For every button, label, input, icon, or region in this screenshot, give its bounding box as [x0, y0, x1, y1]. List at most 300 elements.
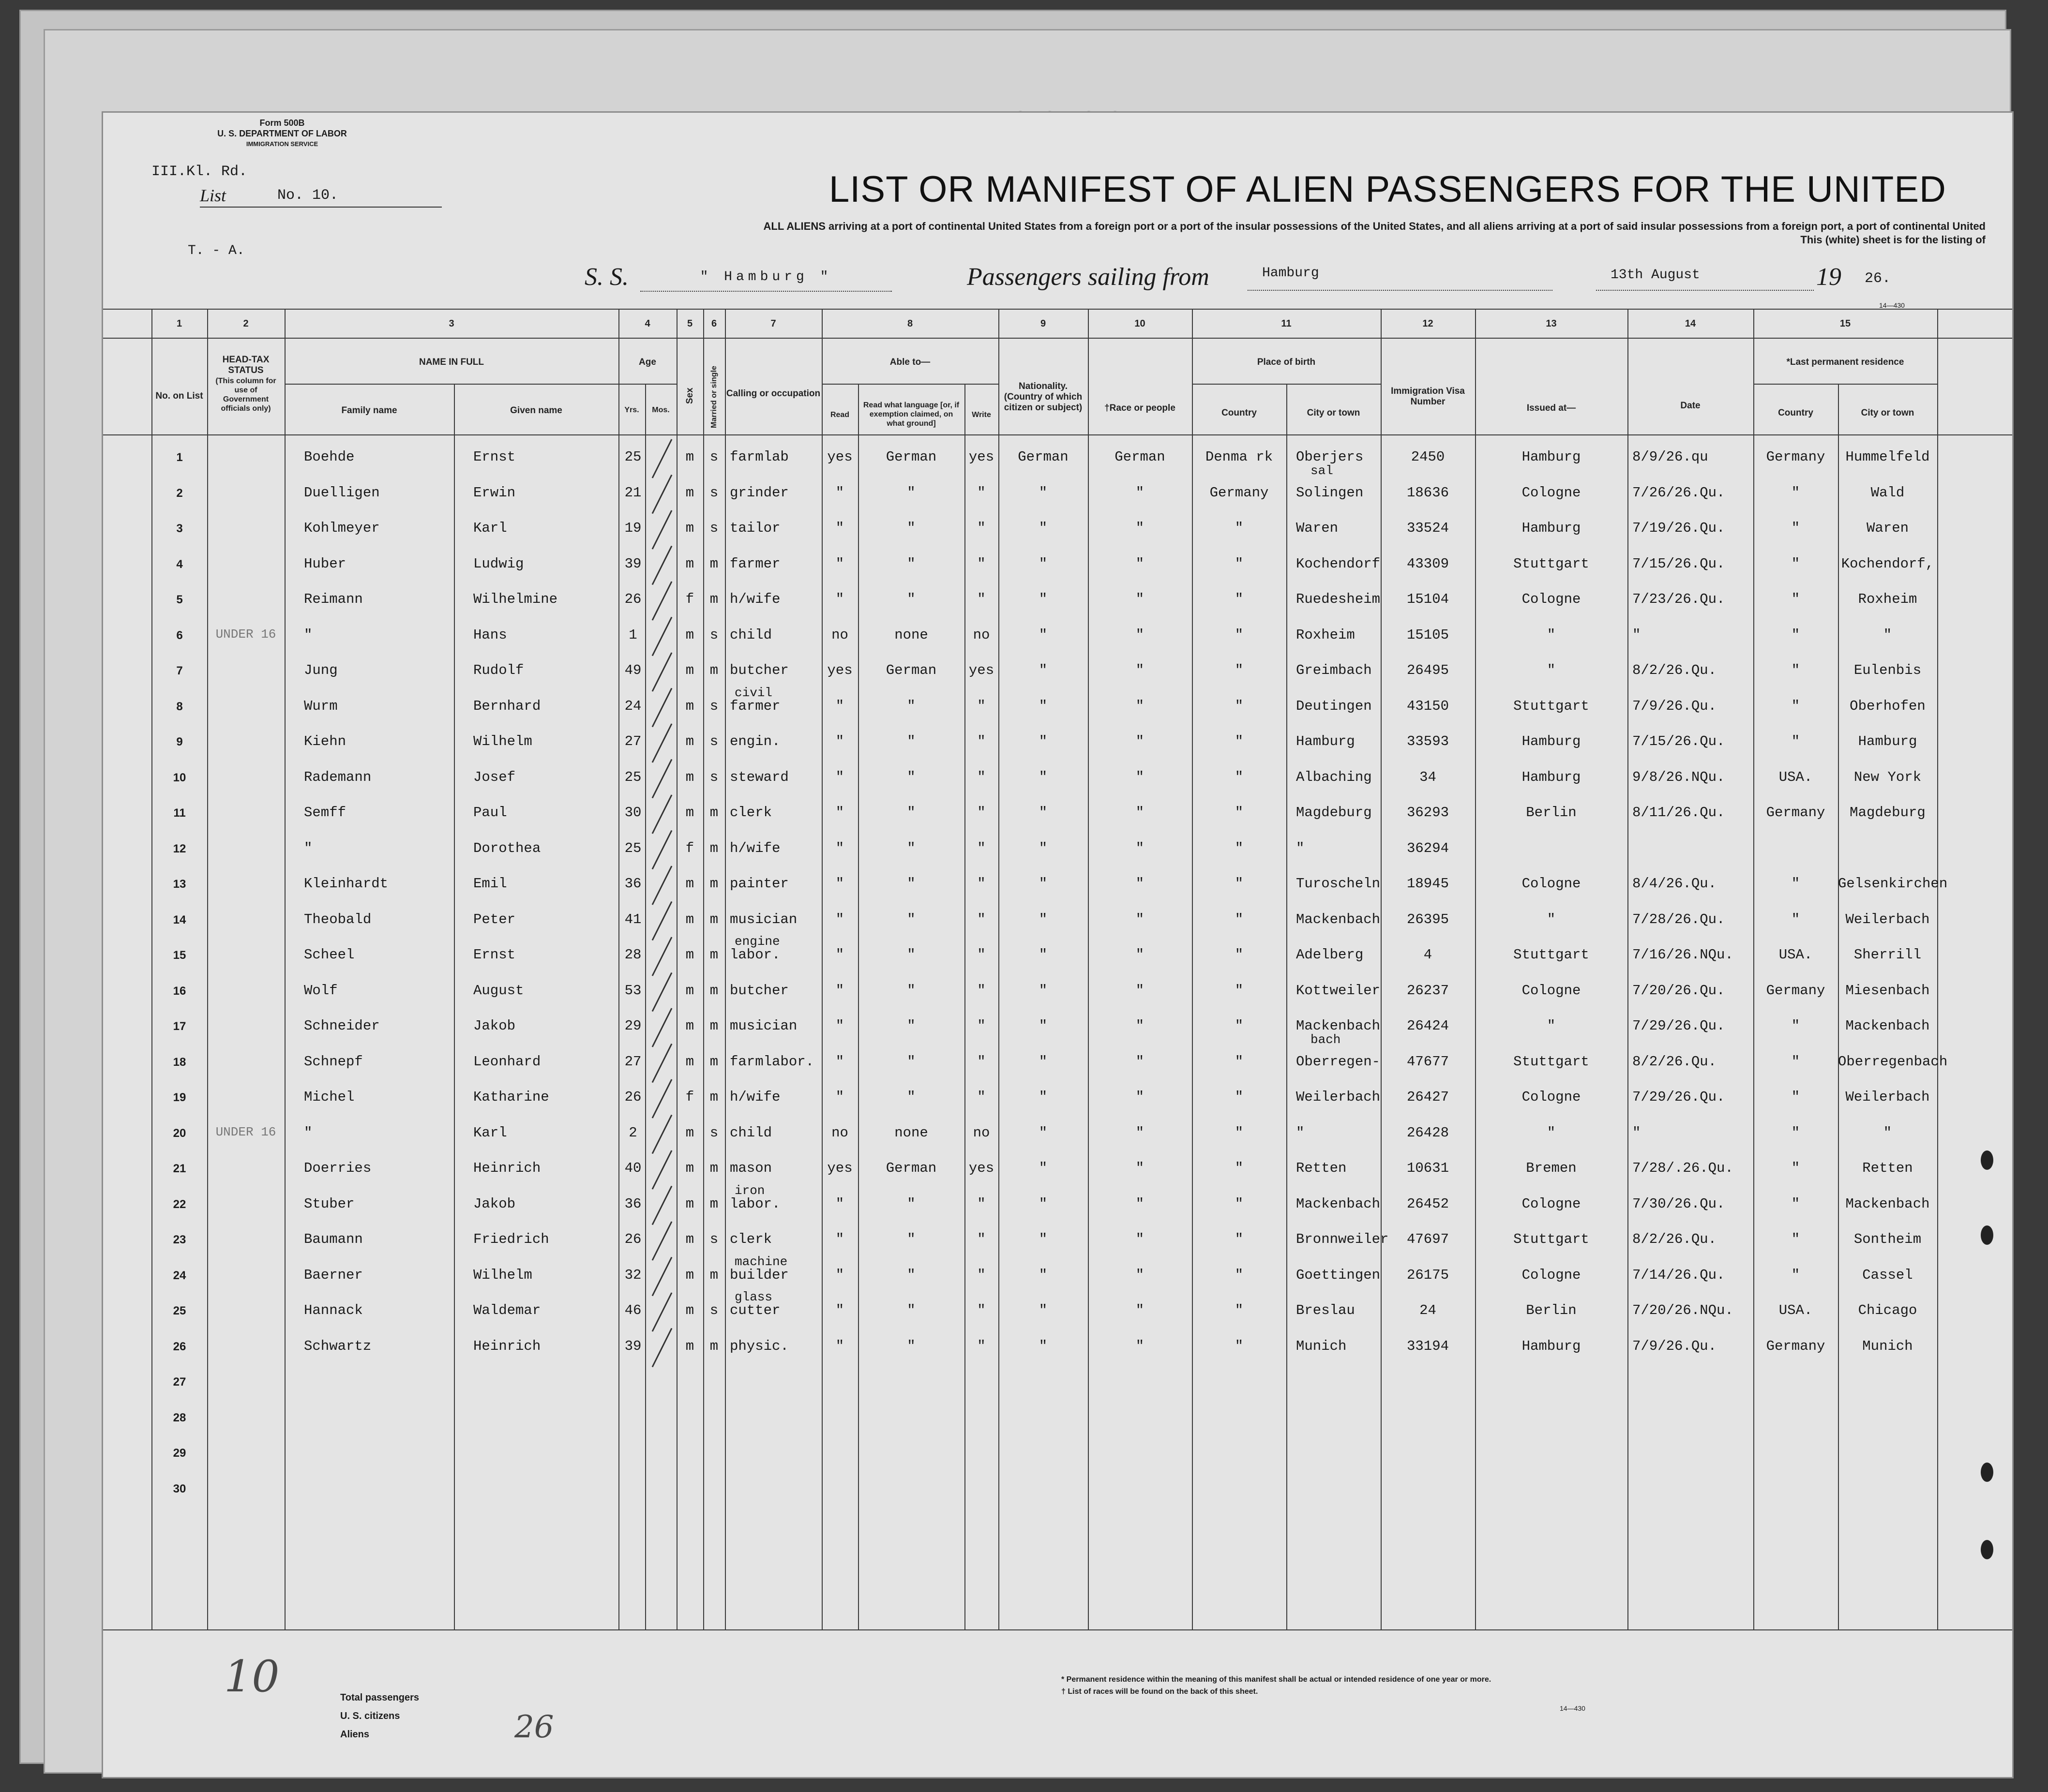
column-number: 2 [243, 318, 249, 329]
family-name: Schwartz [304, 1338, 372, 1354]
race: " [1135, 1160, 1144, 1176]
occupation: h/wife [730, 591, 781, 607]
issue-date: 8/9/26.qu [1632, 449, 1708, 465]
binder-hole [1981, 1225, 1993, 1245]
age-years: 25 [624, 769, 642, 785]
residence-city: Oberhofen [1850, 698, 1926, 714]
visa-number: 24 [1419, 1302, 1436, 1318]
can-write: " [977, 947, 986, 963]
birth-country: " [1235, 1302, 1244, 1318]
can-write: " [977, 840, 986, 856]
given-name: Friedrich [473, 1231, 549, 1247]
row-number: 17 [173, 1020, 186, 1033]
birth-city: Turoscheln [1296, 876, 1381, 892]
occupation: farmlab [730, 449, 789, 465]
nationality: " [1039, 1195, 1048, 1212]
age-years: 26 [624, 1231, 642, 1247]
family-name: Semff [304, 805, 346, 821]
ss-label: S. S. [585, 263, 629, 291]
race: " [1135, 733, 1144, 749]
issued-at: Stuttgart [1513, 555, 1589, 572]
sex: m [685, 911, 694, 927]
sex: m [685, 805, 694, 821]
marital-status: s [709, 769, 719, 785]
birth-country: " [1235, 1338, 1244, 1354]
occupation-prefix: engine [735, 934, 780, 949]
read-language: " [907, 1195, 916, 1212]
residence-city: Munich [1862, 1338, 1913, 1354]
birth-country: " [1235, 1089, 1244, 1105]
sex: f [685, 1089, 694, 1105]
given-name: Ernst [473, 449, 516, 465]
can-write: " [977, 591, 986, 607]
header-able-to: Able to— [889, 357, 931, 367]
given-name: Emil [473, 876, 507, 892]
check-mark [652, 1150, 672, 1189]
check-mark [652, 510, 672, 549]
sex: f [685, 840, 694, 856]
sex: m [685, 627, 694, 643]
occupation-prefix: glass [735, 1290, 773, 1304]
nationality: " [1039, 911, 1048, 927]
given-name: Wilhelm [473, 733, 532, 749]
birth-country: " [1235, 947, 1244, 963]
check-mark [652, 582, 672, 620]
issue-date: 9/8/26.NQu. [1632, 769, 1725, 785]
age-years: 28 [624, 947, 642, 963]
manifest-sheet [102, 111, 2014, 1778]
check-mark [652, 937, 672, 976]
birth-country: " [1235, 1231, 1244, 1247]
row-number: 21 [173, 1162, 186, 1175]
visa-number: 33593 [1406, 733, 1449, 749]
birth-city: Waren [1296, 520, 1339, 536]
residence-country: " [1791, 1053, 1800, 1070]
residence-city: Wald [1870, 484, 1905, 501]
birth-country: " [1235, 769, 1244, 785]
family-name: Scheel [304, 947, 355, 963]
race: " [1135, 805, 1144, 821]
sex: m [685, 1124, 694, 1141]
birth-country: " [1235, 698, 1244, 714]
check-mark [652, 1079, 672, 1118]
can-write: " [977, 1338, 986, 1354]
read-language: " [907, 698, 916, 714]
race: " [1135, 1231, 1144, 1247]
residence-country: " [1791, 911, 1800, 927]
sex: m [685, 1053, 694, 1070]
check-mark [652, 439, 672, 478]
occupation: tailor [730, 520, 781, 536]
issue-date: 7/19/26.Qu. [1632, 520, 1725, 536]
family-name: Kohlmeyer [304, 520, 380, 536]
check-mark [652, 1044, 672, 1083]
header-headtax: HEAD-TAX STATUS [222, 355, 270, 375]
header-name-in-full: NAME IN FULL [419, 357, 484, 367]
row-number: 9 [176, 735, 183, 748]
check-mark [652, 1186, 672, 1225]
residence-country: " [1791, 1160, 1800, 1176]
issued-at: " [1547, 911, 1556, 927]
service: IMMIGRATION SERVICE [246, 140, 318, 148]
row-number: 5 [176, 593, 183, 606]
sex: m [685, 1195, 694, 1212]
read-language: " [907, 591, 916, 607]
check-mark [652, 1008, 672, 1047]
occupation: labor. [730, 1195, 781, 1212]
issued-at: Stuttgart [1513, 947, 1589, 963]
occupation: butcher [730, 982, 789, 999]
header-headtax-note: (This column for use of Government officials only) [215, 377, 276, 413]
row-number: 30 [173, 1482, 186, 1495]
list-number-line [200, 185, 442, 208]
race: " [1135, 911, 1144, 927]
given-name: Wilhelm [473, 1267, 532, 1283]
sex: m [685, 662, 694, 678]
issued-at: Stuttgart [1513, 1231, 1589, 1247]
page-title: LIST OR MANIFEST OF ALIEN PASSENGERS FOR THE UNITED [829, 169, 1946, 210]
age-years: 53 [624, 982, 642, 999]
nationality: " [1039, 662, 1048, 678]
can-write: no [973, 1124, 990, 1141]
age-years: 2 [629, 1124, 637, 1141]
residence-city: " [1883, 1124, 1892, 1141]
family-name: " [304, 840, 313, 856]
nationality: " [1039, 805, 1048, 821]
family-name: Doerries [304, 1160, 372, 1176]
occupation: butcher [730, 662, 789, 678]
row-number: 2 [176, 486, 183, 500]
birth-country: " [1235, 1053, 1244, 1070]
list-value: No. 10. [277, 187, 339, 204]
residence-city: Waren [1866, 520, 1909, 536]
can-read: " [835, 947, 844, 963]
residence-country: " [1791, 555, 1800, 572]
issued-at: Cologne [1521, 484, 1581, 501]
can-write: " [977, 555, 986, 572]
birth-country: Germany [1209, 484, 1269, 501]
given-name: August [473, 982, 524, 999]
family-name: Reimann [304, 591, 363, 607]
ship-row [103, 263, 2012, 297]
row-number: 11 [173, 806, 186, 820]
visa-number: 4 [1423, 947, 1432, 963]
header-date: Date [1680, 401, 1701, 411]
age-years: 26 [624, 1089, 642, 1105]
column-number: 12 [1422, 318, 1433, 329]
read-language: " [907, 1018, 916, 1034]
issue-date: " [1632, 1124, 1641, 1141]
departure-date: 13th August [1596, 268, 1814, 291]
residence-city: Mackenbach [1845, 1018, 1930, 1034]
sex: m [685, 769, 694, 785]
occupation: physic. [730, 1338, 789, 1354]
birth-city: " [1296, 1124, 1305, 1141]
birth-city: " [1296, 840, 1305, 856]
row-number: 8 [176, 700, 183, 713]
visa-number: 47697 [1406, 1231, 1449, 1247]
family-name: Jung [304, 662, 338, 678]
read-language: " [907, 555, 916, 572]
check-mark [652, 973, 672, 1012]
issue-date: 8/2/26.Qu. [1632, 1231, 1717, 1247]
given-name: Heinrich [473, 1160, 541, 1176]
marital-status: m [709, 555, 719, 572]
visa-number: 26495 [1406, 662, 1449, 678]
birth-city-suffix: sal [1310, 463, 1333, 478]
family-name: Wolf [304, 982, 338, 999]
race: " [1135, 1089, 1144, 1105]
family-name: " [304, 1124, 313, 1141]
footnote-races: † List of races will be found on the back of this sheet. [1061, 1687, 1258, 1696]
issued-at: Cologne [1521, 982, 1581, 999]
given-name: Wilhelmine [473, 591, 558, 607]
given-name: Dorothea [473, 840, 541, 856]
birth-city: Ruedesheim [1296, 591, 1381, 607]
sex: m [685, 876, 694, 892]
can-read: " [835, 1267, 844, 1283]
can-read: yes [827, 662, 853, 678]
age-years: 1 [629, 627, 637, 643]
family-name: Baerner [304, 1267, 363, 1283]
can-read: " [835, 520, 844, 536]
column-number: 5 [687, 318, 693, 329]
nationality: " [1039, 698, 1048, 714]
birth-city: Mackenbach [1296, 911, 1381, 927]
can-write: " [977, 698, 986, 714]
can-write: yes [968, 449, 994, 465]
header-married: Married or single [710, 366, 718, 428]
family-name: Schnepf [304, 1053, 363, 1070]
issue-date: 8/4/26.Qu. [1632, 876, 1717, 892]
read-language: " [907, 840, 916, 856]
header-read-language: Read what language [or, if exemption claimed, on what ground] [863, 401, 960, 428]
birth-city: Breslau [1296, 1302, 1355, 1318]
nationality: " [1039, 1089, 1048, 1105]
residence-country: " [1791, 1089, 1800, 1105]
marital-status: m [709, 840, 719, 856]
age-years: 29 [624, 1018, 642, 1034]
residence-country: " [1791, 1231, 1800, 1247]
age-years: 19 [624, 520, 642, 536]
race: " [1135, 1053, 1144, 1070]
birth-country: " [1235, 982, 1244, 999]
sex: f [685, 591, 694, 607]
residence-country: " [1791, 627, 1800, 643]
sex: m [685, 947, 694, 963]
row-number: 29 [173, 1447, 186, 1460]
marital-status: m [709, 1195, 719, 1212]
birth-city: Kochendorf [1296, 555, 1381, 572]
form-number: Form 500B [259, 118, 305, 128]
sex: m [685, 520, 694, 536]
residence-country: " [1791, 662, 1800, 678]
can-write: " [977, 911, 986, 927]
issued-at: Hamburg [1521, 769, 1581, 785]
nationality: " [1039, 1267, 1048, 1283]
birth-city: Magdeburg [1296, 805, 1372, 821]
occupation: farmer [730, 555, 781, 572]
row-number: 3 [176, 522, 183, 535]
family-name: Boehde [304, 449, 355, 465]
can-write: " [977, 876, 986, 892]
sex: m [685, 982, 694, 999]
issue-date: 8/11/26.Qu. [1632, 805, 1725, 821]
given-name: Heinrich [473, 1338, 541, 1354]
read-language: " [907, 1231, 916, 1247]
manifest-table [103, 309, 2012, 1629]
can-write: no [973, 627, 990, 643]
column-number: 15 [1839, 318, 1851, 329]
nationality: " [1039, 1160, 1048, 1176]
row-number: 4 [176, 557, 183, 571]
row-number: 25 [173, 1304, 186, 1317]
can-read: " [835, 1231, 844, 1247]
race: " [1135, 698, 1144, 714]
subline: ALL ALIENS arriving at a port of continental United States from a foreign port or a port of the insular possessions of the United States, and all aliens arriving at a port of said insular possessions from a foreign port, a port of continental United [763, 220, 1986, 232]
residence-country: Germany [1766, 449, 1825, 465]
marital-status: m [709, 1338, 719, 1354]
race: " [1135, 1302, 1144, 1318]
occupation: cutter [730, 1302, 781, 1318]
occupation: clerk [730, 805, 772, 821]
nationality: " [1039, 484, 1048, 501]
read-language: " [907, 733, 916, 749]
age-years: 41 [624, 911, 642, 927]
race: " [1135, 591, 1144, 607]
header-given-name: Given name [510, 405, 562, 416]
birth-city: Greimbach [1296, 662, 1372, 678]
birth-country: " [1235, 876, 1244, 892]
can-read: " [835, 982, 844, 999]
visa-number: 10631 [1406, 1160, 1449, 1176]
family-name: Rademann [304, 769, 372, 785]
race: " [1135, 876, 1144, 892]
family-name: Hannack [304, 1302, 363, 1318]
birth-city: Roxheim [1296, 627, 1355, 643]
birth-city-suffix: bach [1310, 1032, 1341, 1047]
marital-status: m [709, 1018, 719, 1034]
age-years: 27 [624, 1053, 642, 1070]
row-number: 18 [173, 1055, 186, 1069]
footnote-residence: * Permanent residence within the meaning of this manifest shall be actual or intended residence of one year or more. [1061, 1675, 1491, 1684]
issue-date: 8/2/26.Qu. [1632, 1053, 1717, 1070]
issue-date: 7/30/26.Qu. [1632, 1195, 1725, 1212]
row-number: 26 [173, 1340, 186, 1353]
header-family-name: Family name [341, 405, 397, 416]
check-mark [652, 475, 672, 514]
residence-country: Germany [1766, 1338, 1825, 1354]
residence-country: " [1791, 1018, 1800, 1034]
visa-number: 33194 [1406, 1338, 1449, 1354]
marital-status: m [709, 1089, 719, 1105]
column-number: 10 [1134, 318, 1145, 329]
family-name: Schneider [304, 1018, 380, 1034]
header-read: Read [830, 411, 850, 419]
birth-country: " [1235, 1267, 1244, 1283]
visa-number: 18636 [1406, 484, 1449, 501]
issue-date: 7/9/26.Qu. [1632, 698, 1717, 714]
form-block [190, 118, 374, 149]
visa-number: 43150 [1406, 698, 1449, 714]
can-read: no [831, 1124, 848, 1141]
issued-at: Cologne [1521, 591, 1581, 607]
sex: m [685, 698, 694, 714]
us-citizens-label: U. S. citizens [340, 1711, 400, 1721]
sex: m [685, 1302, 694, 1318]
issued-at: " [1547, 1124, 1556, 1141]
header-age: Age [639, 357, 656, 367]
row-number: 10 [173, 771, 186, 784]
given-name: Karl [473, 1124, 507, 1141]
check-mark [652, 866, 672, 905]
given-name: Peter [473, 911, 516, 927]
issue-date: " [1632, 627, 1641, 643]
check-mark [652, 902, 672, 941]
can-read: " [835, 698, 844, 714]
nationality: " [1039, 840, 1048, 856]
header-nationality: Nationality. (Country of which citizen or subject) [1004, 381, 1083, 413]
read-language: German [886, 662, 937, 678]
column-number: 13 [1546, 318, 1557, 329]
age-years: 40 [624, 1160, 642, 1176]
column-number: 1 [176, 318, 182, 329]
age-years: 30 [624, 805, 642, 821]
visa-number: 18945 [1406, 876, 1449, 892]
residence-country: " [1791, 591, 1800, 607]
occupation: musician [730, 1018, 798, 1034]
visa-number: 15105 [1406, 627, 1449, 643]
family-name: Kiehn [304, 733, 346, 749]
issue-date: 7/20/26.NQu. [1632, 1302, 1733, 1318]
marital-status: m [709, 1267, 719, 1283]
given-name: Josef [473, 769, 516, 785]
issue-date: 7/15/26.Qu. [1632, 555, 1725, 572]
marital-status: s [709, 1124, 719, 1141]
header-race: †Race or people [1104, 403, 1175, 413]
read-language: " [907, 876, 916, 892]
birth-city: Oberregen- [1296, 1053, 1381, 1070]
sex: m [685, 1018, 694, 1034]
occupation: mason [730, 1160, 772, 1176]
birth-country: " [1235, 1018, 1244, 1034]
row-number: 24 [173, 1269, 186, 1282]
race: " [1135, 1267, 1144, 1283]
given-name: Paul [473, 805, 507, 821]
can-write: " [977, 805, 986, 821]
occupation: musician [730, 911, 798, 927]
race: " [1135, 1195, 1144, 1212]
age-years: 49 [624, 662, 642, 678]
marital-status: s [709, 484, 719, 501]
given-name: Jakob [473, 1018, 516, 1034]
residence-country: USA. [1778, 769, 1813, 785]
birth-country: " [1235, 520, 1244, 536]
headtax-status: UNDER 16 [215, 1124, 276, 1139]
marital-status: m [709, 947, 719, 963]
occupation: h/wife [730, 1089, 781, 1105]
can-read: " [835, 733, 844, 749]
birth-city: Retten [1296, 1160, 1347, 1176]
can-read: " [835, 840, 844, 856]
year-label: 19 [1816, 263, 1841, 291]
row-number: 14 [173, 913, 186, 926]
residence-city: Weilerbach [1845, 911, 1930, 927]
visa-number: 36293 [1406, 805, 1449, 821]
birth-country: " [1235, 805, 1244, 821]
can-read: " [835, 1053, 844, 1070]
row-divider [103, 1629, 2012, 1630]
